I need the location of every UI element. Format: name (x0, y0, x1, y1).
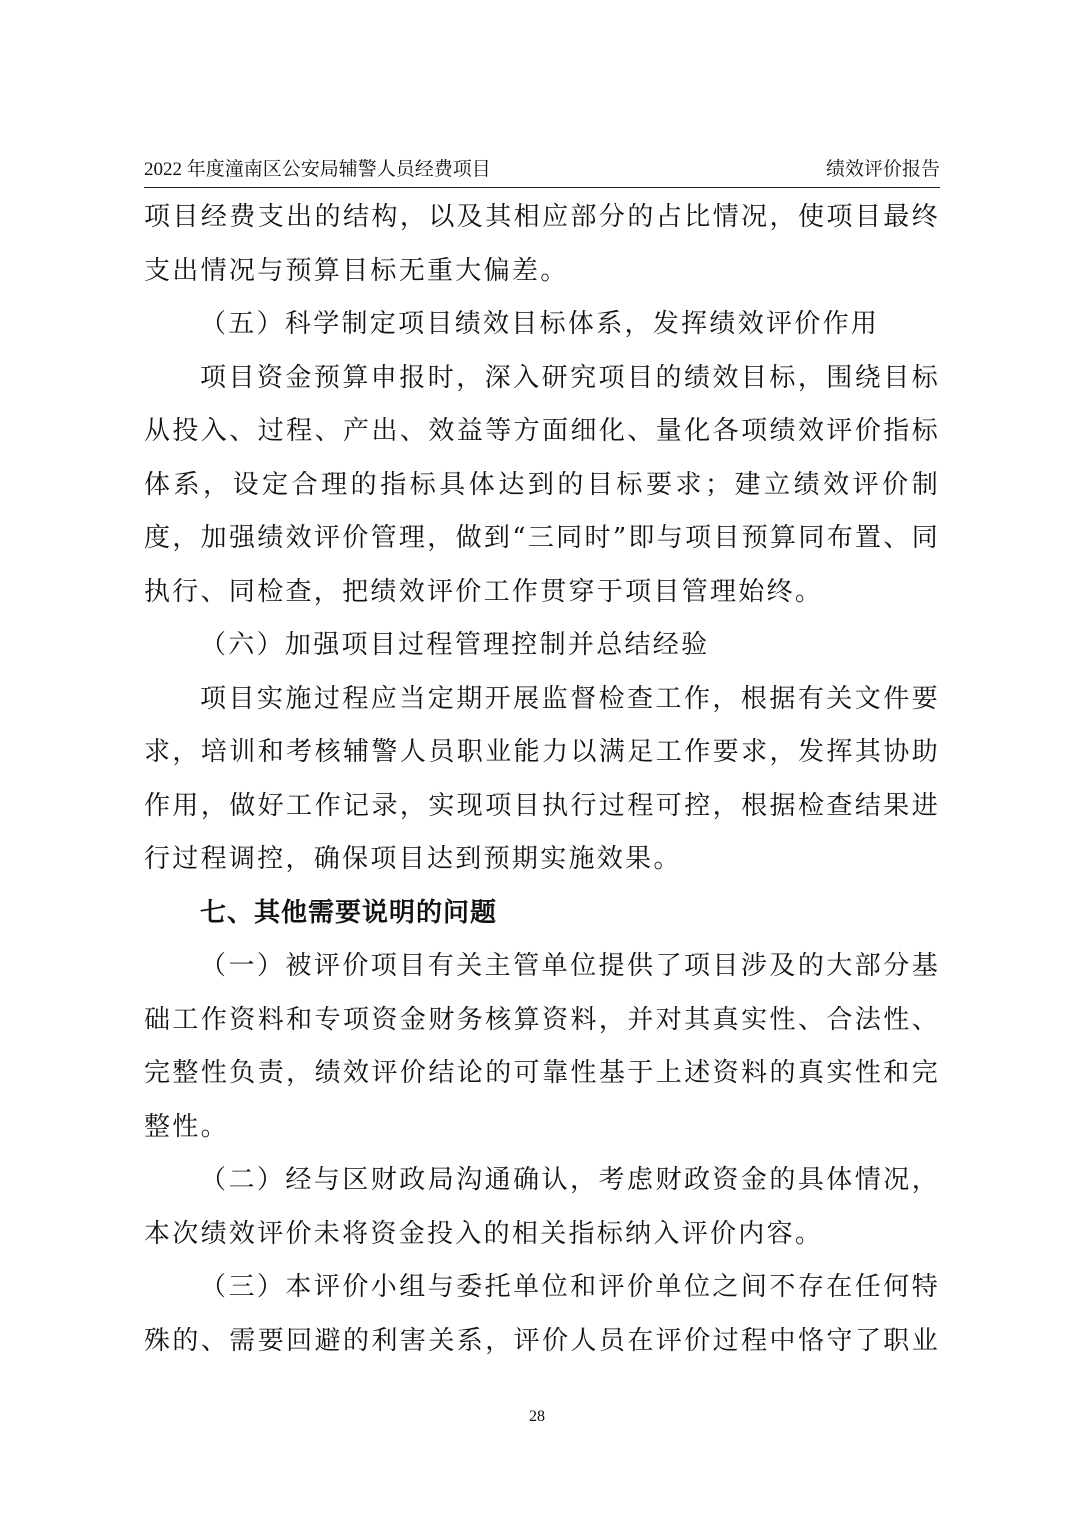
running-header (144, 155, 940, 185)
paragraph-6: 项目实施过程应当定期开展监督检查工作，根据有关文件要求，培训和考核辅警人员职业能力以满足工作要求，发挥其协助作用，做好工作记录，实现项目执行过程可控，根据检查结果进行过程调控，确保项目达到预期实施效果。 (144, 683, 940, 874)
subheading-6: （六）加强项目过程管理控制并总结经验 (200, 630, 710, 660)
paragraph-intro: 项目经费支出的结构，以及其相应部分的占比情况，使项目最终支出情况与预算目标无重大偏差。 (144, 202, 940, 286)
document-body (144, 191, 940, 1368)
paragraph-item-3: （三）本评价小组与委托单位和评价单位之间不存在任何特殊的、需要回避的利害关系，评价人员在评价过程中恪守了职业 (144, 1272, 940, 1356)
paragraph-item-1: （一）被评价项目有关主管单位提供了项目涉及的大部分基础工作资料和专项资金财务核算资料，并对其真实性、合法性、完整性负责，绩效评价结论的可靠性基于上述资料的真实性和完整性。 (144, 951, 940, 1142)
paragraph-5: 项目资金预算申报时，深入研究项目的绩效目标，围绕目标从投入、过程、产出、效益等方面细化、量化各项绩效评价指标体系，设定合理的指标具体达到的目标要求；建立绩效评价制度，加强绩效评价管理，做到“三同时”即与项目预算同布置、同执行、同检查，把绩效评价工作贯穿于项目管理始终。 (144, 362, 940, 607)
header-divider (144, 187, 940, 188)
paragraph-item-2: （二）经与区财政局沟通确认，考虑财政资金的具体情况，本次绩效评价未将资金投入的相关指标纳入评价内容。 (144, 1165, 940, 1249)
header-report-type: 绩效评价报告 (825, 159, 940, 180)
header-project-title: 2022 年度潼南区公安局辅警人员经费项目 (144, 159, 491, 180)
subheading-5: （五）科学制定项目绩效目标体系，发挥绩效评价作用 (200, 309, 880, 339)
section-heading-7: 七、其他需要说明的问题 (200, 897, 498, 928)
page-number: 28 (529, 1408, 545, 1425)
